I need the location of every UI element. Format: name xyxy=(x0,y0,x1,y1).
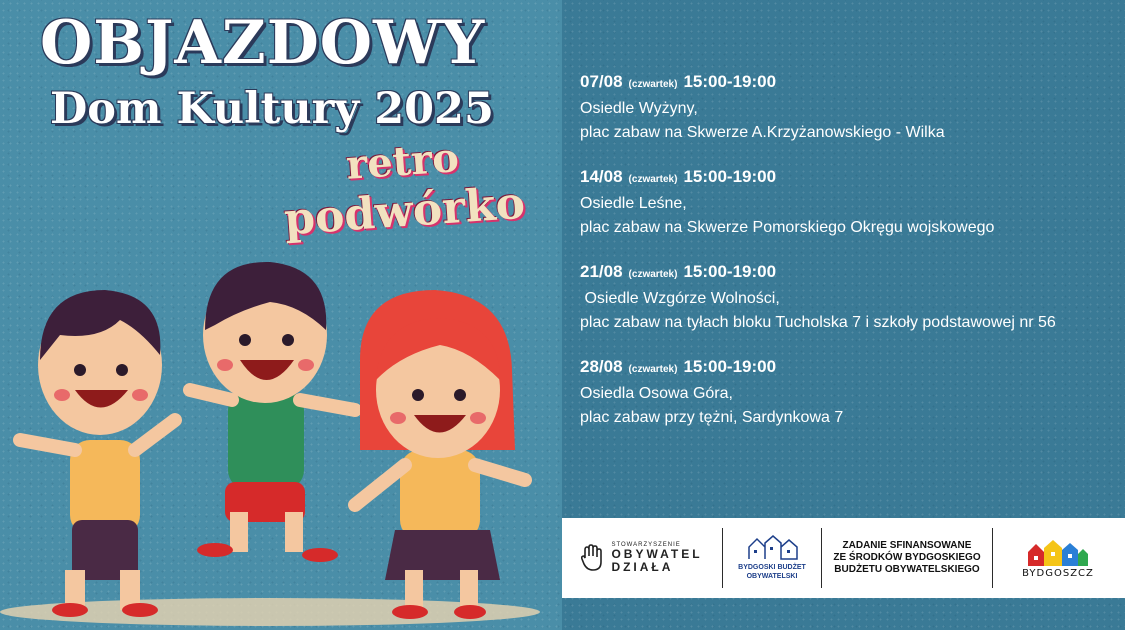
event-location: plac zabaw na Skwerze A.Krzyżanowskiego - Wilka xyxy=(580,124,945,141)
sponsor-footer xyxy=(562,518,1125,598)
event-date: 07/08 xyxy=(580,72,623,91)
event-time: 15:00-19:00 xyxy=(683,167,777,186)
event-date: 14/08 xyxy=(580,167,623,186)
event-place: Osiedla Osowa Góra, xyxy=(580,385,733,402)
org-text xyxy=(611,542,702,574)
bydgoszcz-logo xyxy=(993,518,1123,598)
event-day: (czwartek) xyxy=(628,174,678,185)
funding-line2: ZE ŚRODKÓW BYDGOSKIEGO xyxy=(833,552,981,563)
events-list xyxy=(580,70,1110,450)
subtitle-line-2: podwórko xyxy=(282,177,527,246)
event-location: plac zabaw przy tężni, Sardynkowa 7 xyxy=(580,409,844,426)
title-line-2: Dom Kultury 2025 xyxy=(50,84,494,134)
event-day: (czwartek) xyxy=(628,269,678,280)
city-name: BYDGOSZCZ xyxy=(1022,567,1094,579)
poster-left-panel xyxy=(0,0,562,630)
event-place: Osiedle Leśne, xyxy=(580,195,687,212)
event-place: Osiedle Wzgórze Wolności, xyxy=(580,290,780,307)
funding-note xyxy=(822,518,992,598)
event-time: 15:00-19:00 xyxy=(683,262,777,281)
event-day: (czwartek) xyxy=(628,79,678,90)
org-name-line1: OBYWATEL xyxy=(611,547,703,561)
event-item xyxy=(580,260,1110,335)
obywatel-dziala-logo xyxy=(562,518,722,598)
boy-left xyxy=(20,290,175,617)
event-date: 21/08 xyxy=(580,262,623,281)
org-name-line2: DZIAŁA xyxy=(611,560,674,574)
event-date: 28/08 xyxy=(580,357,623,376)
boy-middle xyxy=(190,262,355,562)
event-place: Osiedle Wyżyny, xyxy=(580,100,698,117)
event-item xyxy=(580,355,1110,430)
subtitle-line-1: retro xyxy=(344,134,461,189)
event-location: plac zabaw na tyłach bloku Tucholska 7 i szkoły podstawowej nr 56 xyxy=(580,314,1056,331)
event-header xyxy=(580,355,1110,382)
event-time: 15:00-19:00 xyxy=(683,357,777,376)
event-header xyxy=(580,70,1110,97)
event-item xyxy=(580,165,1110,240)
org-small-label: STOWARZYSZENIE xyxy=(611,542,681,548)
city-buildings-icon xyxy=(745,535,799,561)
event-header xyxy=(580,165,1110,192)
event-header xyxy=(580,260,1110,287)
budget-logo xyxy=(723,518,821,598)
kids-illustration xyxy=(0,250,562,630)
budget-line2: OBYWATELSKI xyxy=(746,573,798,580)
funding-line3: BUDŻETU OBYWATELSKIEGO xyxy=(834,564,980,575)
girl-right xyxy=(355,290,525,619)
event-time: 15:00-19:00 xyxy=(683,72,777,91)
budget-line1: BYDGOSKI BUDŻET xyxy=(738,564,806,571)
event-location: plac zabaw na Skwerze Pomorskiego Okręgu wojskowego xyxy=(580,219,995,236)
colorful-houses-icon xyxy=(1026,538,1090,568)
hand-icon xyxy=(581,544,605,572)
funding-line1: ZADANIE SFINANSOWANE xyxy=(842,540,972,551)
event-item xyxy=(580,70,1110,145)
event-day: (czwartek) xyxy=(628,364,678,375)
title-line-1: OBJAZDOWY xyxy=(40,8,486,78)
budget-text xyxy=(738,563,806,581)
